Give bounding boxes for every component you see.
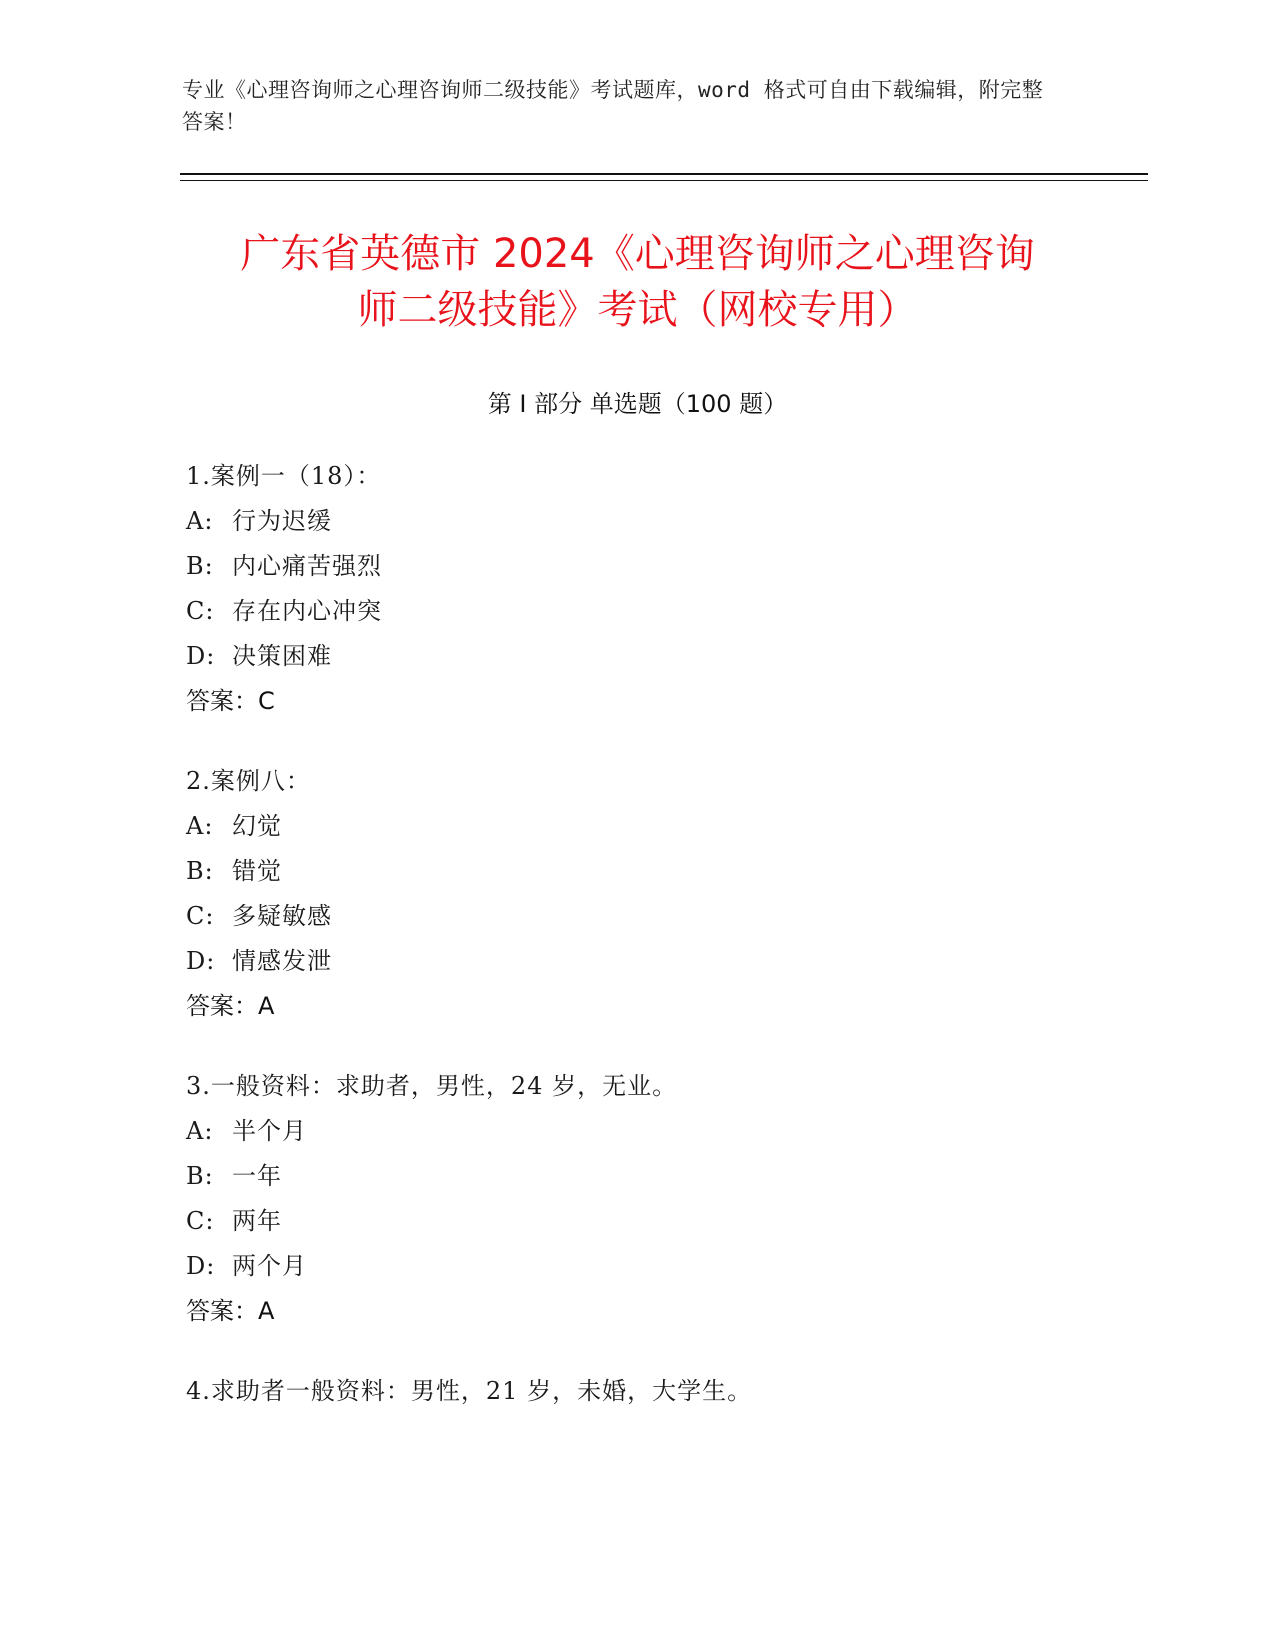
- option-text: 半个月: [232, 1117, 307, 1145]
- option-d: [186, 634, 1086, 679]
- option-c: [186, 894, 1086, 939]
- option-b: [186, 1154, 1086, 1199]
- option-key: B:: [186, 1162, 214, 1190]
- option-key: D:: [186, 947, 216, 975]
- option-text: 两个月: [232, 1252, 307, 1280]
- option-text: 行为迟缓: [232, 507, 332, 535]
- option-key: C:: [186, 902, 215, 930]
- option-a: [186, 499, 1086, 544]
- option-text: 幻觉: [232, 812, 282, 840]
- document-title: [140, 226, 1135, 338]
- option-key: A:: [186, 812, 214, 840]
- option-text: 一年: [232, 1162, 282, 1190]
- option-b: [186, 849, 1086, 894]
- option-a: [186, 1109, 1086, 1154]
- option-key: B:: [186, 552, 214, 580]
- option-a: [186, 804, 1086, 849]
- section-title: 第 I 部分 单选题（100 题）: [487, 390, 788, 418]
- option-b: [186, 544, 1086, 589]
- question-4: [186, 1369, 1086, 1414]
- answer: 答案：C: [186, 687, 275, 715]
- question-1: [186, 454, 1086, 724]
- question-2: [186, 759, 1086, 1029]
- option-text: 存在内心冲突: [232, 597, 382, 625]
- option-key: C:: [186, 1207, 215, 1235]
- option-key: A:: [186, 507, 214, 535]
- option-key: C:: [186, 597, 215, 625]
- document-title-line-1: 广东省英德市 2024《心理咨询师之心理咨询: [240, 231, 1035, 277]
- option-text: 决策困难: [232, 642, 332, 670]
- option-text: 多疑敏感: [232, 902, 332, 930]
- question-stem: 3.一般资料：求助者，男性，24 岁，无业。: [186, 1072, 678, 1100]
- option-text: 错觉: [232, 857, 282, 885]
- option-c: [186, 589, 1086, 634]
- question-stem: 2.案例八：: [186, 767, 311, 795]
- question-stem: 4.求助者一般资料：男性，21 岁，未婚，大学生。: [186, 1377, 753, 1405]
- header-note: 专业《心理咨询师之心理咨询师二级技能》考试题库，word 格式可自由下载编辑，附完整答案！: [182, 78, 1044, 134]
- option-text: 情感发泄: [232, 947, 332, 975]
- document-title-line-2: 师二级技能》考试（网校专用）: [357, 287, 918, 333]
- option-d: [186, 1244, 1086, 1289]
- header-divider-thick: [180, 173, 1148, 175]
- option-text: 内心痛苦强烈: [232, 552, 382, 580]
- option-c: [186, 1199, 1086, 1244]
- option-key: D:: [186, 1252, 216, 1280]
- answer: 答案：A: [186, 1297, 275, 1325]
- question-3: [186, 1064, 1086, 1334]
- option-text: 两年: [232, 1207, 282, 1235]
- answer: 答案：A: [186, 992, 275, 1020]
- option-key: D:: [186, 642, 216, 670]
- option-key: B:: [186, 857, 214, 885]
- option-d: [186, 939, 1086, 984]
- question-stem: 1.案例一（18）：: [186, 462, 382, 490]
- option-key: A:: [186, 1117, 214, 1145]
- header-divider-thin: [180, 180, 1148, 181]
